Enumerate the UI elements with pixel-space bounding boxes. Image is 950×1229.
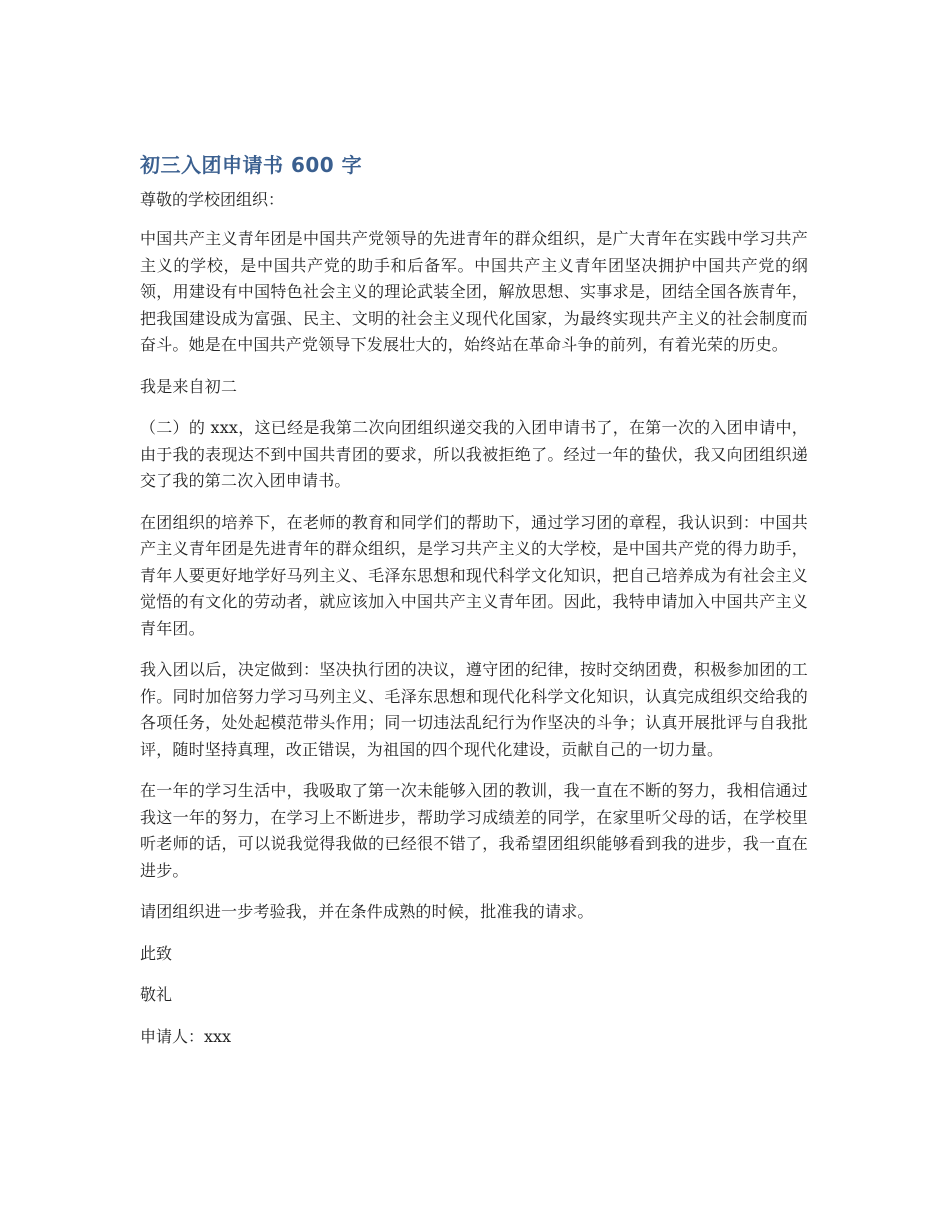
paragraph-request: 请团组织进一步考验我，并在条件成熟的时候，批准我的请求。 [140, 902, 594, 921]
paragraph-commitment: 我入团以后，决定做到：坚决执行团的决议，遵守团的纪律，按时交纳团费，积极参加团的工作。同时加倍努力学习马列主义、毛泽东思想和现代化科学文化知识，认真完成组织交给我的各项任务，处处起模范带头作用；同一切违法乱纪行为作坚决的斗争；认真开展批评与自我批评，随时坚持真理，改正错误，为祖国的四个现代化建设，贡献自己的一切力量。 [140, 660, 808, 759]
paragraph-progress: 在一年的学习生活中，我吸取了第一次未能够入团的教训，我一直在不断的努力，我相信通过我这一年的努力，在学习上不断进步，帮助学习成绩差的同学，在家里听父母的话，在学校里听老师的话，可以说我觉得我做的已经很不错了，我希望团组织能够看到我的进步，我一直在进步。 [140, 781, 808, 880]
salutation: 尊敬的学校团组织： [140, 190, 285, 209]
document-title: 初三入团申请书 600 字 [140, 153, 363, 177]
paragraph-origin: 我是来自初二 [140, 376, 238, 396]
paragraph-second-application: （二）的 xxx，这已经是我第二次向团组织递交我的入团申请书了，在第一次的入团申请中，由于我的表现达不到中国共青团的要求，所以我被拒绝了。经过一年的蛰伏，我又向团组织递交了我的第二次入团申请书。 [140, 418, 808, 490]
closing-jingli: 敬礼 [140, 985, 173, 1004]
paragraph-intro: 中国共产主义青年团是中国共产党领导的先进青年的群众组织，是广大青年在实践中学习共产主义的学校，是中国共产党的助手和后备军。中国共产主义青年团坚决拥护中国共产党的纲领，用建设有中国特色社会主义的理论武装全团，解放思想、实事求是，团结全国各族青年，把我国建设成为富强、民主、文明的社会主义现代化国家，为最终实现共产主义的社会制度而奋斗。她是在中国共产党领导下发展壮大的，始终站在革命斗争的前列，有着光荣的历史。 [140, 229, 808, 354]
paragraph-understanding: 在团组织的培养下，在老师的教育和同学们的帮助下，通过学习团的章程，我认识到：中国共产主义青年团是先进青年的群众组织，是学习共产主义的大学校，是中国共产党的得力助手，青年人要更好地学好马列主义、毛泽东思想和现代科学文化知识，把自己培养成为有社会主义觉悟的有文化的劳动者，就应该加入中国共产主义青年团。因此，我特申请加入中国共产主义青年团。 [140, 512, 808, 638]
document-page [140, 150, 808, 1065]
signature: 申请人：xxx [140, 1026, 232, 1046]
closing-cizhi: 此致 [140, 943, 173, 963]
